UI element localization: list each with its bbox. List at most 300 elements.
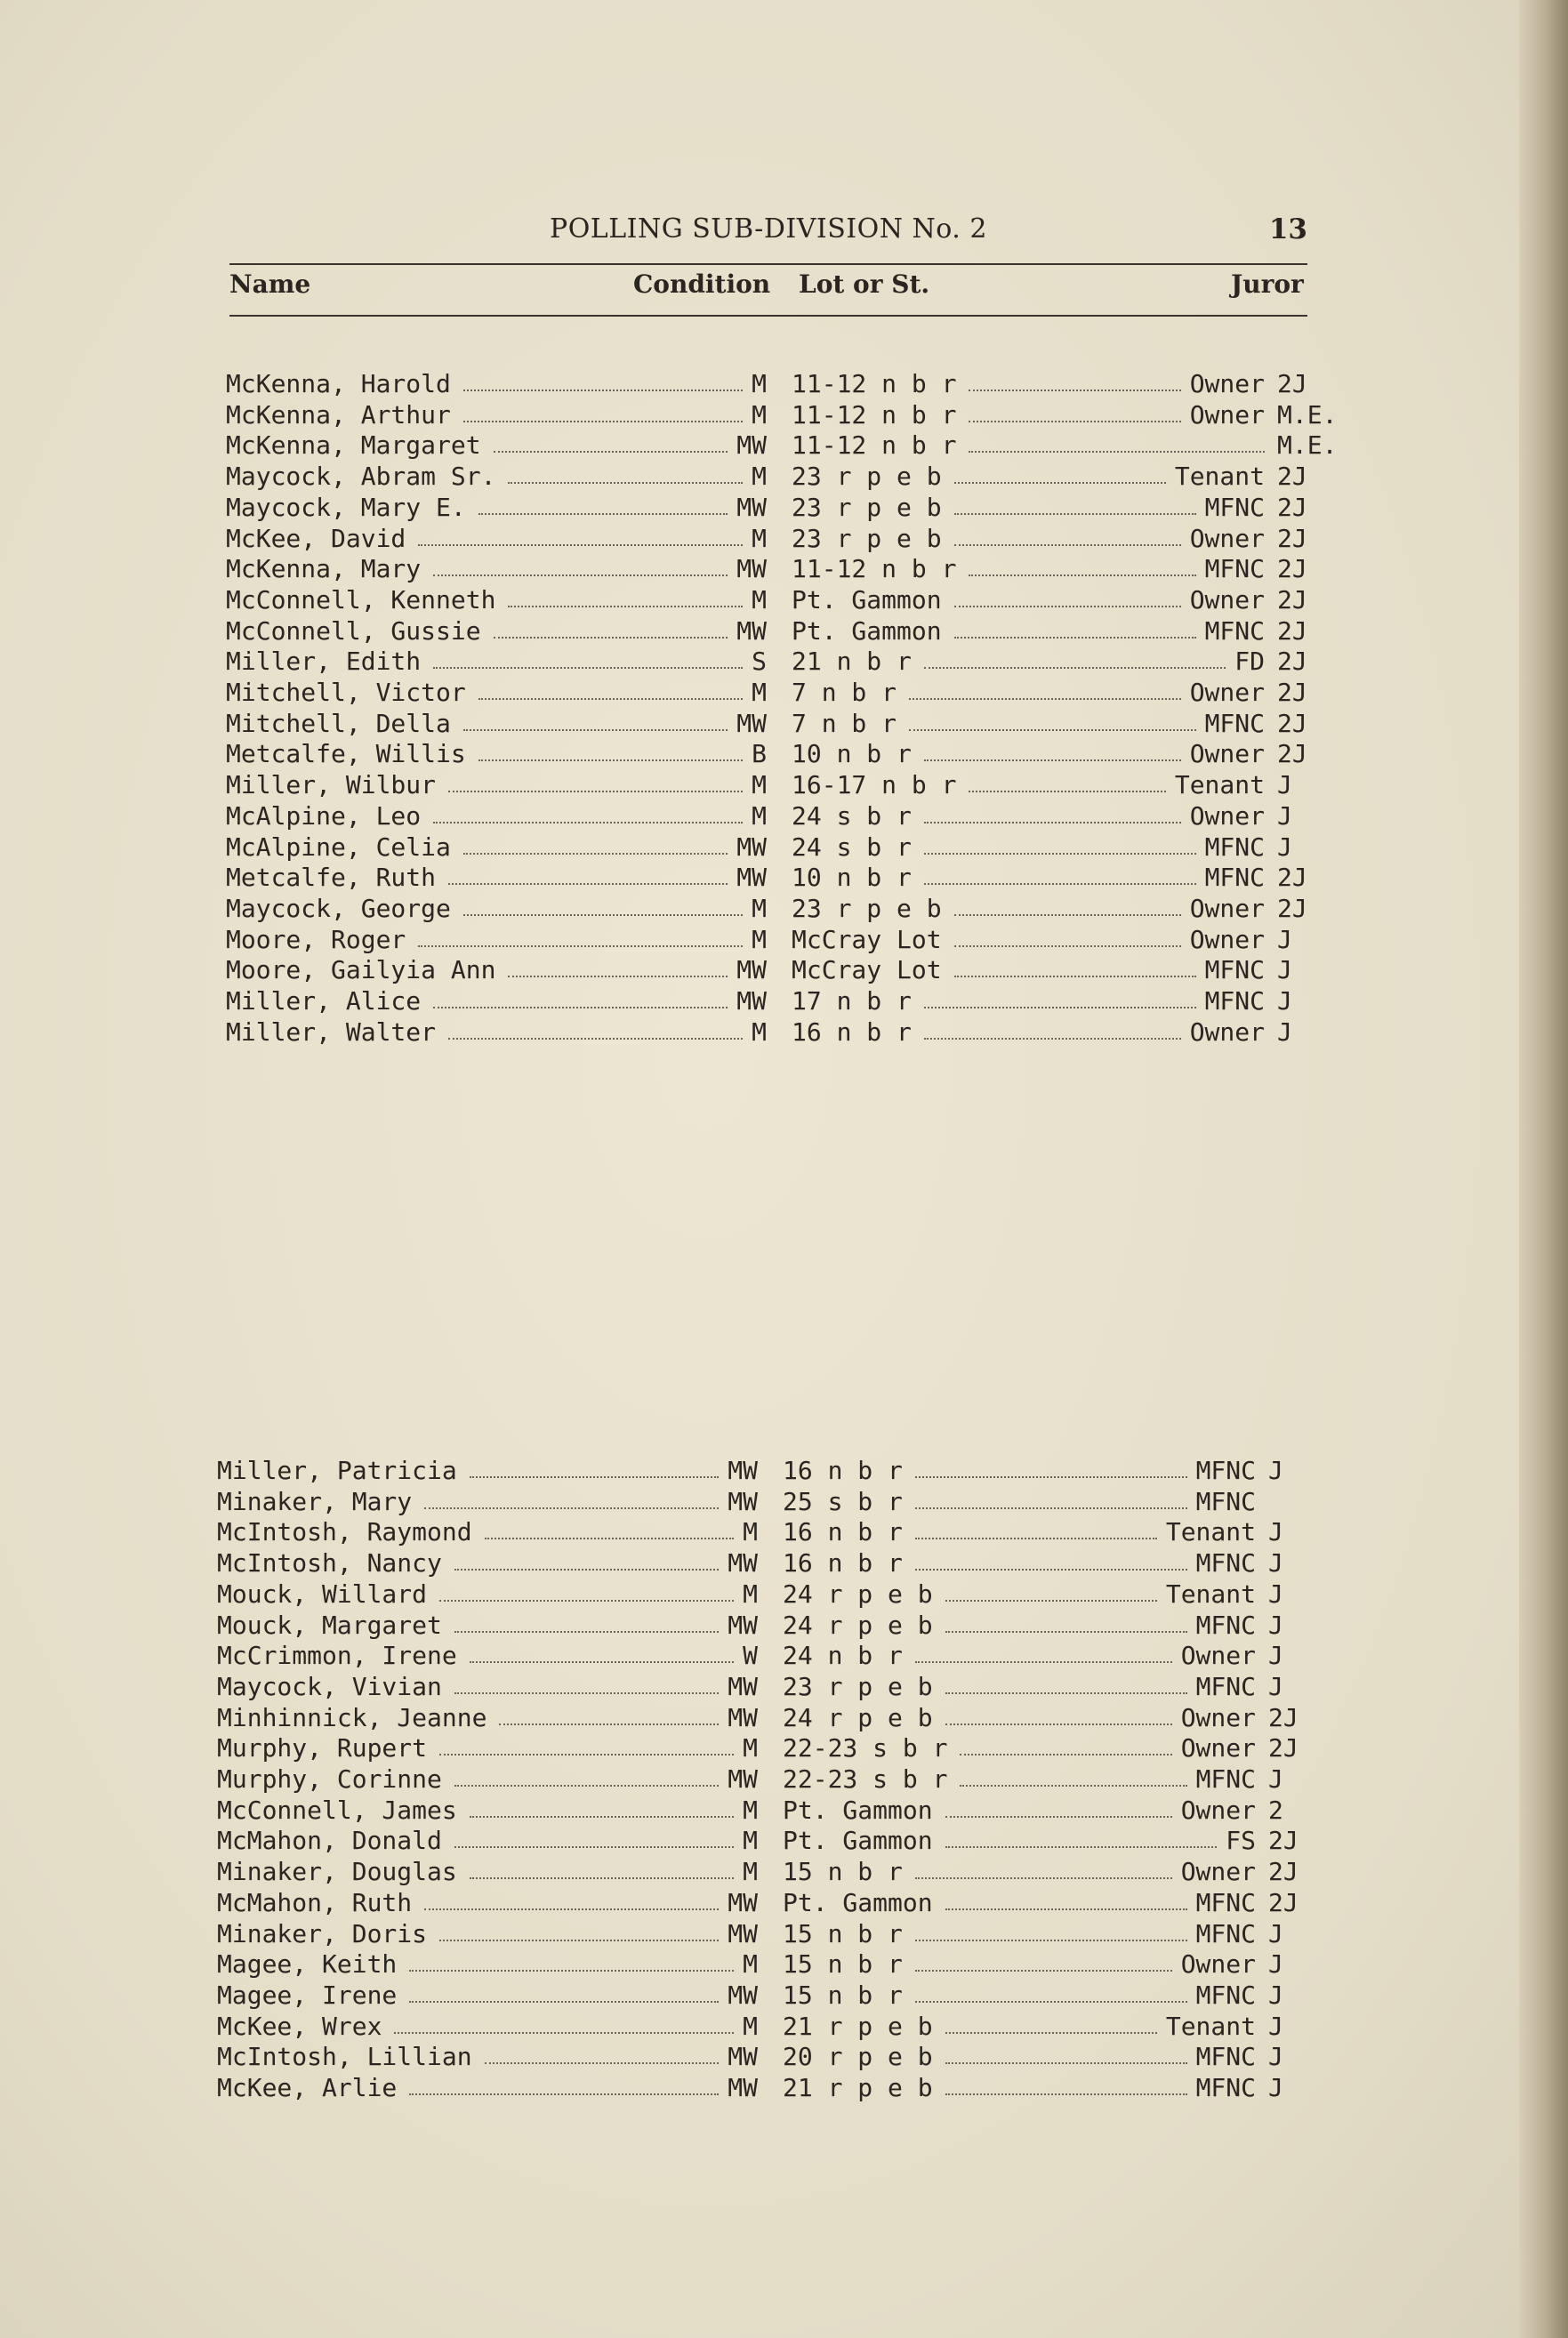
leader-dots <box>909 729 1196 731</box>
voter-juror: J <box>1268 2073 1283 2102</box>
voter-juror: J <box>1268 2011 1283 2041</box>
voter-occupation: MFNC <box>1204 832 1265 862</box>
voter-condition: B <box>752 739 767 769</box>
voter-name: Moore, Roger <box>226 924 406 954</box>
voter-occupation: Owner <box>1189 893 1265 923</box>
voter-lot: 16-17 n b r <box>792 770 957 800</box>
voter-name: Minhinnick, Jeanne <box>217 1702 487 1732</box>
voter-condition: M <box>752 770 767 800</box>
leader-dots <box>418 945 743 947</box>
voter-condition: MW <box>728 1486 758 1516</box>
list-item <box>217 1764 1302 1795</box>
voter-name: McKee, Wrex <box>217 2011 382 2041</box>
voter-name: McKenna, Mary <box>226 554 422 584</box>
voter-lot: 10 n b r <box>792 863 912 893</box>
voter-lot: 25 s b r <box>783 1486 903 1516</box>
list-item <box>226 492 1311 523</box>
voter-juror: 2J <box>1277 492 1307 522</box>
list-item <box>226 769 1311 800</box>
leader-dots <box>409 1970 734 1972</box>
leader-dots <box>945 2093 1187 2095</box>
leader-dots <box>508 606 743 607</box>
voter-occupation: Tenant <box>1174 462 1265 492</box>
column-header-condition: Condition <box>633 269 771 299</box>
leader-dots <box>954 945 1181 947</box>
voter-lot: 23 r p e b <box>792 893 942 923</box>
voter-lot: 15 n b r <box>783 1949 903 1980</box>
leader-dots <box>508 976 728 977</box>
voter-juror: 2J <box>1268 1702 1299 1732</box>
voter-juror: J <box>1268 1456 1283 1485</box>
voter-name: McKenna, Arthur <box>226 399 451 430</box>
voter-lot: Pt. Gammon <box>783 1826 933 1856</box>
list-item <box>217 1486 1302 1517</box>
voter-lot: Pt. Gammon <box>783 1887 933 1917</box>
voter-name: Moore, Gailyia Ann <box>226 955 496 985</box>
book-spine-shadow <box>1519 0 1568 2338</box>
leader-dots <box>409 2093 719 2095</box>
list-item <box>226 615 1311 647</box>
voter-condition: MW <box>728 1887 758 1917</box>
list-item <box>217 1887 1302 1918</box>
voter-occupation: Owner <box>1180 1949 1256 1980</box>
leader-dots <box>945 1600 1157 1602</box>
voter-lot: 24 n b r <box>783 1641 903 1671</box>
voter-name: Mouck, Willard <box>217 1579 428 1609</box>
leader-dots <box>915 1569 1187 1571</box>
voter-occupation: Owner <box>1189 924 1265 954</box>
voter-lot: 16 n b r <box>783 1456 903 1485</box>
voter-occupation: Owner <box>1189 523 1265 553</box>
leader-dots <box>915 1538 1157 1539</box>
leader-dots <box>945 2032 1157 2034</box>
column-header-lot: Lot or St. <box>799 269 930 299</box>
list-item <box>217 1579 1302 1610</box>
voter-occupation: MFNC <box>1204 986 1265 1016</box>
voter-condition: M <box>743 2011 758 2041</box>
voter-name: Maycock, Abram Sr. <box>226 462 496 492</box>
voter-occupation: FD <box>1234 647 1265 677</box>
voter-juror: J <box>1268 1579 1283 1609</box>
leader-dots <box>924 883 1196 885</box>
voter-juror: J <box>1268 1949 1283 1980</box>
voter-condition: M <box>743 1579 758 1609</box>
header-bottom-rule <box>229 315 1307 317</box>
voter-condition: M <box>752 893 767 923</box>
list-item <box>217 1980 1302 2011</box>
voter-juror: 2J <box>1277 739 1307 769</box>
list-item <box>217 1732 1302 1764</box>
voter-occupation: Owner <box>1189 678 1265 707</box>
voter-lot: 11-12 n b r <box>792 369 957 398</box>
list-item <box>226 924 1311 955</box>
leader-dots <box>915 1970 1172 1972</box>
voter-lot: Pt. Gammon <box>792 584 942 615</box>
leader-dots <box>448 1038 743 1040</box>
leader-dots <box>924 759 1181 761</box>
voter-condition: MW <box>728 1702 758 1732</box>
voter-occupation: MFNC <box>1204 708 1265 738</box>
leader-dots <box>448 883 728 885</box>
voter-lot: 21 r p e b <box>783 2073 933 2102</box>
voter-condition: MW <box>736 863 767 893</box>
leader-dots <box>915 1476 1187 1478</box>
voter-lot: 20 r p e b <box>783 2042 933 2072</box>
voter-lot: 24 s b r <box>792 800 912 831</box>
leader-dots <box>508 482 743 484</box>
voter-name: McIntosh, Nancy <box>217 1548 442 1579</box>
voter-name: McKenna, Margaret <box>226 430 481 461</box>
voter-occupation: MFNC <box>1195 2073 1256 2102</box>
leader-dots <box>945 1846 1218 1848</box>
voter-lot: 16 n b r <box>783 1517 903 1547</box>
leader-dots <box>439 1754 734 1756</box>
voter-name: Mitchell, Victor <box>226 678 466 707</box>
voter-condition: MW <box>736 832 767 862</box>
leader-dots <box>954 606 1181 607</box>
voter-juror: J <box>1277 924 1292 954</box>
header-top-rule <box>229 263 1307 265</box>
voter-lot: 21 r p e b <box>783 2011 933 2041</box>
voter-lot: 23 r p e b <box>783 1671 933 1701</box>
voter-condition: W <box>743 1641 758 1671</box>
list-item <box>217 1825 1302 1856</box>
leader-dots <box>969 390 1180 391</box>
leader-dots <box>454 1692 719 1694</box>
leader-dots <box>463 421 743 422</box>
voter-juror: 2J <box>1277 678 1307 707</box>
voter-lot: 22-23 s b r <box>783 1764 948 1794</box>
voter-juror: 2J <box>1277 523 1307 553</box>
voter-juror: M.E. <box>1277 399 1338 430</box>
voter-name: Maycock, Mary E. <box>226 492 466 522</box>
voter-lot: 11-12 n b r <box>792 399 957 430</box>
list-item <box>217 1795 1302 1826</box>
voter-condition: M <box>752 678 767 707</box>
leader-dots <box>433 574 728 576</box>
voter-occupation: MFNC <box>1195 1456 1256 1485</box>
voter-name: McMahon, Ruth <box>217 1887 413 1917</box>
voter-juror: J <box>1268 1918 1283 1948</box>
voter-lot: 7 n b r <box>792 708 897 738</box>
voter-juror: J <box>1268 2042 1283 2072</box>
voter-juror: 2J <box>1268 1857 1299 1887</box>
voter-name: Metcalfe, Ruth <box>226 863 437 893</box>
list-item <box>226 954 1311 985</box>
leader-dots <box>454 1846 734 1848</box>
voter-occupation: MFNC <box>1204 554 1265 584</box>
voter-name: Maycock, Vivian <box>217 1671 442 1701</box>
voter-juror: J <box>1268 1980 1283 2010</box>
voter-condition: M <box>752 1016 767 1047</box>
voter-occupation: MFNC <box>1204 492 1265 522</box>
voter-occupation: MFNC <box>1195 1671 1256 1701</box>
leader-dots <box>433 667 743 669</box>
leader-dots <box>485 1538 735 1539</box>
voter-juror: 2 <box>1268 1795 1283 1825</box>
leader-dots <box>924 853 1196 855</box>
list-item <box>226 430 1338 461</box>
voter-juror: 2J <box>1277 369 1307 398</box>
voter-name: Minaker, Mary <box>217 1486 413 1516</box>
voter-juror: J <box>1268 1517 1283 1547</box>
voter-occupation: FS <box>1226 1826 1256 1856</box>
leader-dots <box>463 729 728 731</box>
voter-condition: M <box>743 1949 758 1980</box>
voter-condition: M <box>743 1517 758 1547</box>
list-item <box>226 368 1311 399</box>
voter-juror: J <box>1268 1548 1283 1579</box>
voter-juror: 2J <box>1277 863 1307 893</box>
list-item <box>217 1948 1302 1980</box>
leader-dots <box>954 544 1181 546</box>
voter-lot: 11-12 n b r <box>792 430 957 461</box>
voter-juror: 2J <box>1277 893 1307 923</box>
voter-juror: J <box>1277 832 1292 862</box>
leader-dots <box>448 791 743 792</box>
leader-dots <box>915 1940 1187 1941</box>
voter-name: McKee, Arlie <box>217 2073 398 2102</box>
list-item <box>217 1918 1302 1949</box>
leader-dots <box>924 1007 1196 1008</box>
voter-condition: MW <box>728 1918 758 1948</box>
leader-dots <box>924 1038 1181 1040</box>
leader-dots <box>409 2001 719 2003</box>
leader-dots <box>945 1723 1172 1725</box>
voter-juror: J <box>1268 1610 1283 1640</box>
leader-dots <box>924 822 1181 824</box>
leader-dots <box>915 1877 1172 1879</box>
voter-name: Minaker, Douglas <box>217 1857 457 1887</box>
voter-occupation: MFNC <box>1204 615 1265 646</box>
leader-dots <box>463 914 743 916</box>
voter-name: Mouck, Margaret <box>217 1610 442 1640</box>
leader-dots <box>485 2062 720 2064</box>
leader-dots <box>494 451 728 453</box>
voter-condition: M <box>752 800 767 831</box>
voter-occupation: MFNC <box>1195 1486 1256 1516</box>
leader-dots <box>954 914 1181 916</box>
list-item <box>217 1610 1302 1641</box>
voter-juror: 2J <box>1268 1733 1299 1764</box>
voter-condition: M <box>752 584 767 615</box>
voter-condition: MW <box>728 1764 758 1794</box>
voter-condition: M <box>743 1857 758 1887</box>
voter-occupation: Owner <box>1189 584 1265 615</box>
voter-occupation: Tenant <box>1165 1517 1256 1547</box>
voter-occupation: Tenant <box>1165 2011 1256 2041</box>
voter-juror: J <box>1268 1764 1283 1794</box>
voter-name: McAlpine, Celia <box>226 832 451 862</box>
list-item <box>217 1671 1302 1702</box>
voter-name: Minaker, Doris <box>217 1918 428 1948</box>
voter-name: McKee, David <box>226 523 406 553</box>
leader-dots <box>454 1569 719 1571</box>
leader-dots <box>418 544 743 546</box>
leader-dots <box>945 1631 1187 1633</box>
list-item <box>226 893 1311 924</box>
leader-dots <box>945 1692 1187 1694</box>
leader-dots <box>954 976 1196 977</box>
leader-dots <box>945 1908 1187 1910</box>
voter-juror: 2J <box>1277 462 1307 492</box>
leader-dots <box>945 2062 1187 2064</box>
leader-dots <box>463 390 743 391</box>
voter-lot: 24 r p e b <box>783 1702 933 1732</box>
voter-occupation: Owner <box>1189 399 1265 430</box>
voter-condition: MW <box>728 1671 758 1701</box>
voter-occupation: Owner <box>1180 1795 1256 1825</box>
voter-juror: 2J <box>1268 1826 1299 1856</box>
leader-dots <box>915 1661 1172 1663</box>
list-item <box>226 985 1311 1016</box>
voter-lot: 10 n b r <box>792 739 912 769</box>
leader-dots <box>915 1507 1187 1509</box>
leader-dots <box>478 759 743 761</box>
voter-occupation: Owner <box>1180 1641 1256 1671</box>
list-item <box>217 1702 1302 1733</box>
voter-juror: J <box>1268 1641 1283 1671</box>
voter-juror: J <box>1277 800 1292 831</box>
voter-name: Miller, Alice <box>226 986 422 1016</box>
leader-dots <box>470 1877 734 1879</box>
voter-occupation: MFNC <box>1195 1610 1256 1640</box>
page-header <box>229 213 1307 249</box>
voter-occupation: MFNC <box>1195 1764 1256 1794</box>
voter-lot: 11-12 n b r <box>792 554 957 584</box>
list-item <box>217 1547 1302 1579</box>
running-title: POLLING SUB-DIVISION No. 2 <box>550 213 987 245</box>
voter-lot: 7 n b r <box>792 678 897 707</box>
leader-dots <box>454 1785 719 1787</box>
voter-name: McConnell, Gussie <box>226 615 481 646</box>
leader-dots <box>470 1816 734 1818</box>
leader-dots <box>969 791 1165 792</box>
voter-occupation: MFNC <box>1204 863 1265 893</box>
voter-lot: 16 n b r <box>792 1016 912 1047</box>
leader-dots <box>424 1908 719 1910</box>
list-item <box>226 399 1338 430</box>
voter-condition: MW <box>728 1610 758 1640</box>
voter-name: Miller, Patricia <box>217 1456 457 1485</box>
voter-juror: J <box>1277 955 1292 985</box>
list-item <box>226 862 1311 893</box>
voter-name: Miller, Walter <box>226 1016 437 1047</box>
list-item <box>226 832 1311 863</box>
voter-condition: MW <box>736 955 767 985</box>
voter-condition: MW <box>736 492 767 522</box>
list-item <box>226 523 1311 554</box>
list-item <box>226 461 1311 492</box>
list-item <box>226 553 1311 584</box>
voter-name: McConnell, James <box>217 1795 457 1825</box>
voter-name: McIntosh, Lillian <box>217 2042 472 2072</box>
voter-juror: M.E. <box>1277 430 1338 461</box>
voter-condition: MW <box>728 2042 758 2072</box>
leader-dots <box>463 853 728 855</box>
list-item <box>226 800 1311 832</box>
leader-dots <box>454 1631 719 1633</box>
list-item <box>217 1856 1302 1887</box>
voter-lot: Pt. Gammon <box>783 1795 933 1825</box>
voter-condition: M <box>752 462 767 492</box>
voter-occupation: MFNC <box>1195 1918 1256 1948</box>
leader-dots <box>470 1661 734 1663</box>
leader-dots <box>954 513 1196 515</box>
voter-name: McIntosh, Raymond <box>217 1517 472 1547</box>
voter-occupation: Tenant <box>1165 1579 1256 1609</box>
voter-occupation: Owner <box>1180 1733 1256 1764</box>
list-item <box>226 677 1311 708</box>
voter-juror: 2J <box>1277 554 1307 584</box>
voter-juror: 2J <box>1277 647 1307 677</box>
leader-dots <box>439 1600 734 1602</box>
voter-lot: McCray Lot <box>792 924 942 954</box>
leader-dots <box>924 667 1226 669</box>
list-item <box>226 708 1311 739</box>
list-item <box>217 2011 1302 2042</box>
voter-juror: J <box>1277 1016 1292 1047</box>
voter-lot: 24 r p e b <box>783 1610 933 1640</box>
voter-name: Murphy, Rupert <box>217 1733 428 1764</box>
voter-lot: McCray Lot <box>792 955 942 985</box>
leader-dots <box>433 822 743 824</box>
voter-occupation: MFNC <box>1195 1980 1256 2010</box>
voter-occupation: MFNC <box>1204 955 1265 985</box>
list-item <box>226 738 1311 769</box>
voter-condition: MW <box>728 1456 758 1485</box>
leader-dots <box>954 637 1196 639</box>
voter-juror: J <box>1268 1671 1283 1701</box>
column-header-name: Name <box>229 269 311 299</box>
voter-condition: MW <box>736 708 767 738</box>
voter-name: Magee, Keith <box>217 1949 398 1980</box>
voter-name: McCrimmon, Irene <box>217 1641 457 1671</box>
voter-juror: 2J <box>1277 708 1307 738</box>
voter-lot: Pt. Gammon <box>792 615 942 646</box>
voter-name: McConnell, Kenneth <box>226 584 496 615</box>
voter-occupation: Owner <box>1189 739 1265 769</box>
voter-condition: MW <box>736 430 767 461</box>
voter-lot: 23 r p e b <box>792 492 942 522</box>
voter-occupation: Owner <box>1189 1016 1265 1047</box>
voter-name: Metcalfe, Willis <box>226 739 466 769</box>
voter-juror: 2J <box>1277 584 1307 615</box>
list-item <box>217 2041 1302 2072</box>
voter-name: Mitchell, Della <box>226 708 451 738</box>
leader-dots <box>969 421 1180 422</box>
voter-lot: 16 n b r <box>783 1548 903 1579</box>
leader-dots <box>478 513 728 515</box>
list-item <box>226 584 1311 615</box>
voter-name: McKenna, Harold <box>226 369 451 398</box>
list-item <box>217 1516 1302 1547</box>
list-item <box>226 646 1311 677</box>
leader-dots <box>915 2001 1187 2003</box>
leader-dots <box>969 574 1195 576</box>
list-item <box>226 1016 1311 1048</box>
voter-name: McAlpine, Leo <box>226 800 422 831</box>
voter-lot: 22-23 s b r <box>783 1733 948 1764</box>
voter-name: Magee, Irene <box>217 1980 398 2010</box>
list-item <box>217 1640 1302 1671</box>
leader-dots <box>494 637 728 639</box>
voter-juror: J <box>1277 770 1292 800</box>
list-item <box>217 1455 1302 1486</box>
leader-dots <box>499 1723 719 1725</box>
voter-condition: M <box>743 1795 758 1825</box>
voter-juror: 2J <box>1268 1887 1299 1917</box>
